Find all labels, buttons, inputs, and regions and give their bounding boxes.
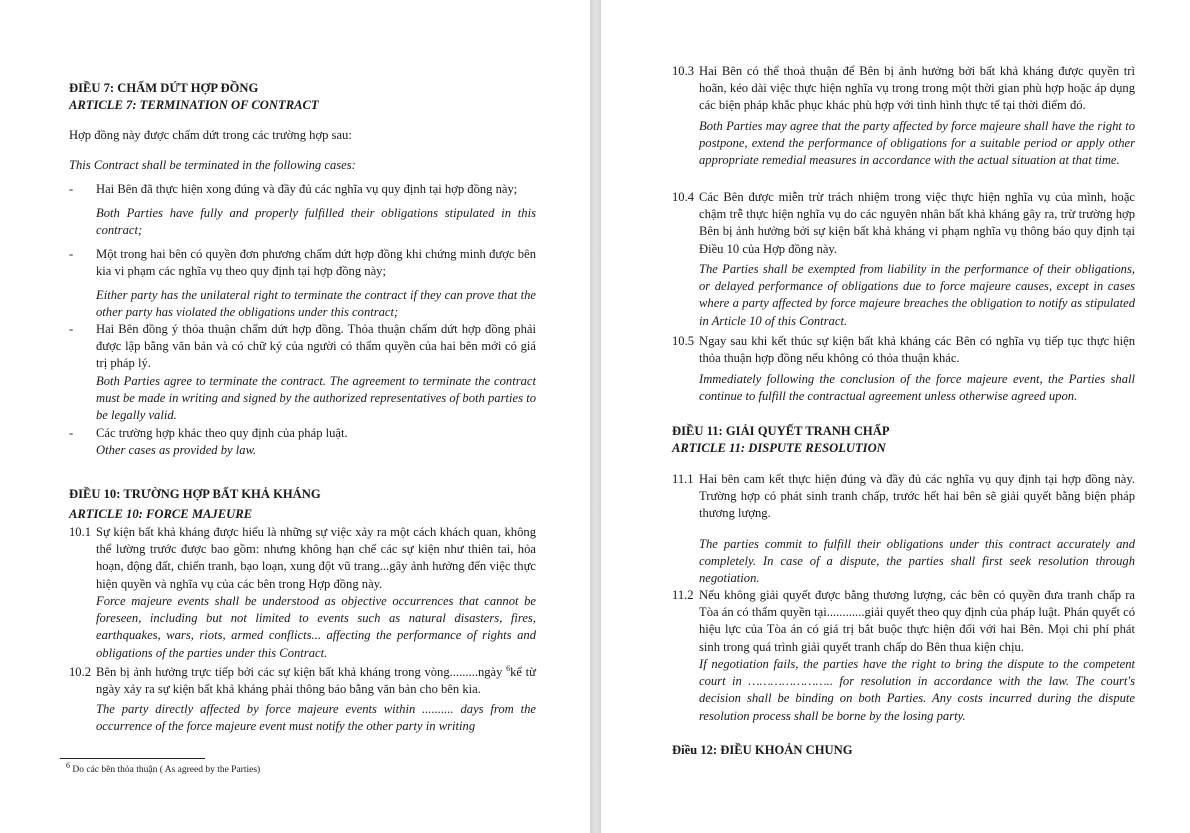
- clause-number: 11.1: [672, 472, 694, 486]
- list-item-vi: Hai Bên đã thực hiện xong đúng và đầy đủ các nghĩa vụ quy định tại hợp đồng này;: [96, 182, 518, 196]
- clause-number: 10.2: [69, 665, 92, 679]
- bullet-dash: -: [69, 182, 74, 196]
- list-item-en: Other cases as provided by law.: [96, 443, 257, 457]
- clause-10-1-en: Force majeure events shall be understood as objective occurrences that cannot be foreseen, including but not limited to events such as natural disasters, fires, earthquakes, wars, riots, armed conflicts... affecting the performance of rights and obligations of the parties under this Contract.: [96, 594, 536, 660]
- document-page-left: [0, 0, 590, 833]
- clause-10-5-en: Immediately following the conclusion of the force majeure event, the Parties shall continue to fulfill the contractual agreement unless otherwise agreed upon.: [699, 372, 1135, 404]
- clause-number: 10.3: [672, 64, 695, 78]
- clause-10-3-en: Both Parties may agree that the party affected by force majeure shall have the right to postpone, extend the performance of obligations for a suitable period or apply other appropriate remedial measures in accordance with the actual situation at that time.: [699, 119, 1135, 168]
- footnote-text: Do các bên thỏa thuận ( As agreed by the Parties): [72, 765, 261, 775]
- bullet-dash: -: [69, 247, 74, 261]
- list-item-vi: Các trường hợp khác theo quy định của pháp luật.: [96, 426, 348, 440]
- clause-10-2-vi: [96, 664, 536, 698]
- document-page-right: [601, 0, 1190, 833]
- list-item-vi: Một trong hai bên có quyền đơn phương chấm dứt hợp đồng khi chứng minh được bên kia vi phạm các nghĩa vụ theo quy định tại hợp đồng này;: [96, 247, 536, 279]
- list-item-vi: Hai Bên đồng ý thỏa thuận chấm dứt hợp đồng. Thỏa thuận chấm dứt hợp đồng phải được lập bằng văn bản và có chữ ký của người có thẩm quyền của hai bên mới có giá trị pháp lý.: [96, 322, 536, 371]
- clause-number: 11.2: [672, 588, 694, 602]
- clause-10-4-vi: Các Bên được miễn trừ trách nhiệm trong việc thực hiện nghĩa vụ của mình, hoặc chậm trễ thực hiện nghĩa vụ do các nguyên nhân bất khả kháng gây ra, trừ trường hợp Bên bị ảnh hưởng bởi sự kiện bất khả kháng vi phạm nghĩa vụ thông báo quy định tại Điều 10 của Hợp đồng này.: [699, 190, 1135, 256]
- footnote-ref[interactable]: 6: [506, 663, 511, 673]
- clause-11-2-vi: Nếu không giải quyết được bằng thương lượng, các bên có quyền đưa tranh chấp ra Tòa án có thẩm quyền tại............giải quyết theo quy định của pháp luật. Phán quyết có hiệu lực của Tòa án có giá trị bắt buộc thực hiện đối với hai Bên. Mọi chi phí phát sinh trong quá trình giải quyết tranh chấp do Bên thua kiện chịu.: [699, 588, 1135, 654]
- article-7-title-vi: ĐIỀU 7: CHẤM DỨT HỢP ĐỒNG: [69, 81, 259, 95]
- list-item-en: Both Parties have fully and properly fulfilled their obligations stipulated in this contract;: [96, 206, 536, 238]
- clause-10-1-vi: Sự kiện bất khả kháng được hiểu là những sự việc xảy ra một cách khách quan, không thể lường trước được bao gồm: nhưng không hạn chế các sự kiện như thiên tai, hỏa hoạn, động đất, chiến tranh, bạo loạn, xung đột vũ trang...gây ảnh hưởng đến việc thực hiện quyền và nghĩa vụ của các bên trong Hợp đồng này.: [96, 525, 536, 591]
- clause-10-2-vi-part-a: Bên bị ảnh hưởng trực tiếp bởi các sự kiện bất khả kháng trong vòng.........ngày: [96, 665, 507, 679]
- article-10-title-en: ARTICLE 10: FORCE MAJEURE: [69, 507, 253, 521]
- clause-number: 10.4: [672, 190, 695, 204]
- clause-10-4-en: The Parties shall be exempted from liability in the performance of their obligations, or delayed performance of obligations due to force majeure causes, except in cases where a party affected by force majeure breaches the obligation to notify as stipulated in Article 10 of this Contract.: [699, 262, 1135, 328]
- article-11-title-vi: ĐIỀU 11: GIẢI QUYẾT TRANH CHẤP: [672, 424, 890, 438]
- clause-10-2-vi-part-b: kể từ ngày xảy ra sự kiện bất khả kháng phải thông báo bằng văn bản cho bên kia.: [96, 665, 536, 697]
- page-gutter: [590, 0, 601, 833]
- article-11-title-en: ARTICLE 11: DISPUTE RESOLUTION: [672, 441, 886, 455]
- article-7-title-en: ARTICLE 7: TERMINATION OF CONTRACT: [69, 98, 319, 112]
- clause-11-1-en: The parties commit to fulfill their obligations under this contract accurately and completely. In case of a dispute, the parties shall first seek resolution through negotiation.: [699, 537, 1135, 586]
- clause-11-2-en: If negotiation fails, the parties have the right to bring the dispute to the competent court in ………………….. for resolution in accordance with the law. The court's decision shall be binding on both Parties. Any costs incurred during the dispute resolution process shall be borne by the losing party.: [699, 657, 1135, 723]
- list-item-en: Either party has the unilateral right to terminate the contract if they can prove that the other party has violated the obligations under this contract;: [96, 288, 536, 320]
- article-10-title-vi: ĐIỀU 10: TRƯỜNG HỢP BẤT KHẢ KHÁNG: [69, 487, 321, 501]
- bullet-dash: -: [69, 426, 74, 440]
- article-7-intro-en: This Contract shall be terminated in the following cases:: [69, 158, 356, 172]
- article-7-intro-vi: Hợp đồng này được chấm dứt trong các trường hợp sau:: [69, 128, 352, 142]
- clause-10-2-en: The party directly affected by force majeure events within .......... days from the occurrence of the force majeure event must notify the other party in writing: [96, 702, 536, 734]
- bullet-dash: -: [69, 322, 74, 336]
- clause-number: 10.1: [69, 525, 92, 539]
- footnote: [66, 760, 261, 776]
- footnote-separator: [60, 758, 205, 759]
- clause-10-5-vi: Ngay sau khi kết thúc sự kiện bất khả kháng các Bên có nghĩa vụ tiếp tục thực hiện thỏa thuận hợp đồng nếu không có thỏa thuận khác.: [699, 334, 1135, 366]
- clause-11-1-vi: Hai bên cam kết thực hiện đúng và đầy đủ các nghĩa vụ quy định tại hợp đồng này. Trường hợp có phát sinh tranh chấp, trước hết hai bên sẽ giải quyết bằng biện pháp thương lượng.: [699, 472, 1135, 521]
- footnote-number: 6: [66, 760, 70, 770]
- clause-number: 10.5: [672, 334, 695, 348]
- article-12-title: Điều 12: ĐIỀU KHOẢN CHUNG: [672, 743, 853, 757]
- list-item-en: Both Parties agree to terminate the contract. The agreement to terminate the contract must be made in writing and signed by the authorized representatives of both parties to be legally valid.: [96, 374, 536, 423]
- clause-10-3-vi: Hai Bên có thể thoả thuận để Bên bị ảnh hưởng bởi bất khả kháng được quyền trì hoãn, kéo dài việc thực hiện nghĩa vụ trong trong một thời gian phù hợp hoặc áp dụng các biện pháp khắc phục khác phù hợp với tình hình thực tế tại thời điểm đó.: [699, 64, 1135, 113]
